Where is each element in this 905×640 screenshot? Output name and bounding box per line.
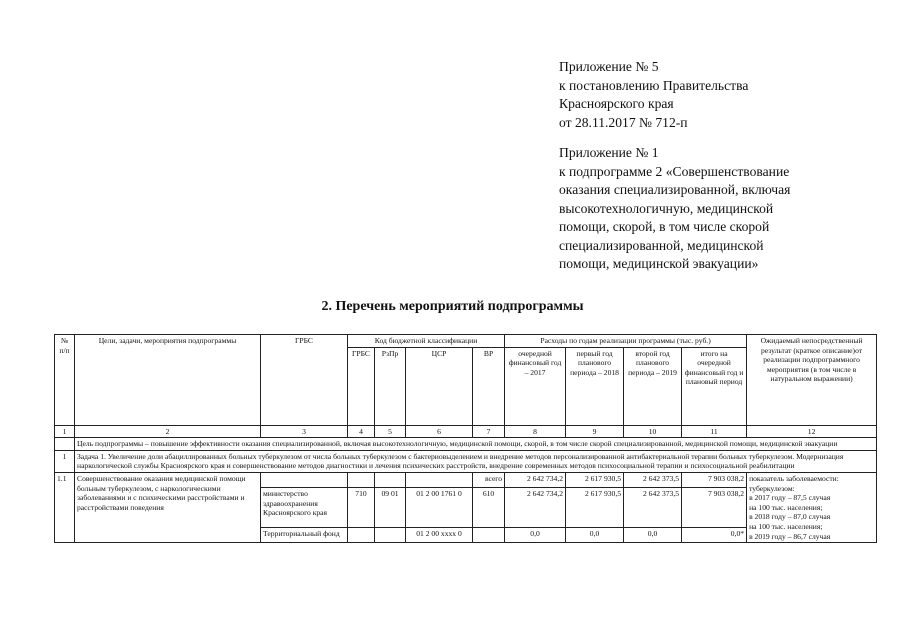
result-line: туберкулезом: bbox=[749, 483, 795, 493]
column-number: 3 bbox=[261, 425, 348, 438]
header-year-2019: второй год планового периода – 2019 bbox=[624, 347, 682, 425]
annex-1-line: Приложение № 1 bbox=[559, 145, 659, 160]
total-sum: 7 903 038,2 bbox=[682, 472, 747, 487]
header-goals: Цели, задачи, мероприятия подпрограммы bbox=[75, 335, 261, 426]
fund-grbs-code bbox=[348, 528, 375, 543]
annex-1-line: высокотехнологичную, медицинской bbox=[559, 200, 774, 216]
ministry-csr: 01 2 00 1761 0 bbox=[406, 488, 473, 528]
table-header-row bbox=[55, 335, 877, 348]
fund-rzpr bbox=[375, 528, 406, 543]
page-title: 2. Перечень мероприятий подпрограммы bbox=[321, 299, 584, 314]
header-rzpr: РзПр bbox=[375, 347, 406, 425]
result-line: в 2019 году – 86,7 случая bbox=[749, 531, 831, 541]
goal-text: Цель подпрограммы – повышение эффективности оказания специализированной, включая высокотехнологичную, медицинской помощи, скорой, в том числе скорой специализированной, медицинской помощи, медицинской эвакуации bbox=[75, 438, 877, 451]
header-vr: ВР bbox=[473, 347, 505, 425]
header-result: Ожидаемый непосредственный результат (краткое описание)от реализации подпрограммного мероприятия (в том числе в натуральном выражении) bbox=[747, 335, 877, 426]
empty-cell bbox=[406, 472, 473, 487]
total-2018: 2 617 930,5 bbox=[566, 472, 624, 487]
fund-name: Территориальный фонд bbox=[261, 528, 348, 543]
ministry-2019: 2 642 373,5 bbox=[624, 488, 682, 528]
header-year-2018: первый год планового периода – 2018 bbox=[566, 347, 624, 425]
empty-cell bbox=[261, 472, 348, 487]
fund-vr bbox=[473, 528, 505, 543]
column-number: 7 bbox=[473, 425, 505, 438]
task-text: Задача 1. Увеличение доли абациллированных больных туберкулезом от числа больных туберкулезом с бактериовыделением и внедрение методов персонализированной антибактериальной терапии больных туберкулезом. Модернизация наркологической службы Красноярского края и совершенствование методов диагностики и лечения психических расстройств, внедрение современных методов психосоциальной терапии и психосоциальной реабилитации bbox=[75, 450, 877, 472]
annex-1-block bbox=[559, 144, 790, 274]
header-grbs-code: ГРБС bbox=[348, 347, 375, 425]
header-total: итого на очередной финансовый год и плановый период bbox=[682, 347, 747, 425]
fund-2019: 0,0 bbox=[624, 528, 682, 543]
task-num: 1 bbox=[55, 450, 75, 472]
ministry-vr: 610 bbox=[473, 488, 505, 528]
column-number: 10 bbox=[624, 425, 682, 438]
total-2017: 2 642 734,2 bbox=[505, 472, 566, 487]
result-line: на 100 тыс. населения; bbox=[749, 521, 823, 531]
result-line: показатель заболеваемости: bbox=[749, 473, 839, 483]
result-line: на 100 тыс. населения; bbox=[749, 502, 823, 512]
measure-text: Совершенствование оказания медицинской помощи больным туберкулезом, с наркологическими заболеваниями и с психическими расстройствами и расстройствами поведения bbox=[75, 472, 261, 542]
result-line: в 2018 году – 87,0 случая bbox=[749, 512, 831, 522]
column-number: 1 bbox=[55, 425, 75, 438]
fund-total: 0,0* bbox=[682, 528, 747, 543]
fund-csr: 01 2 00 xxxx 0 bbox=[406, 528, 473, 543]
annex-1-line: специализированной, медицинской bbox=[559, 237, 764, 253]
column-number: 11 bbox=[682, 425, 747, 438]
header-num: № п/п bbox=[55, 335, 75, 426]
annex-5-line: Красноярского края bbox=[559, 96, 674, 111]
header-grbs: ГРБС bbox=[261, 335, 348, 426]
annex-1-line: помощи, скорой, в том числе скорой bbox=[559, 219, 770, 234]
annex-1-line: оказания специализированной, включая bbox=[559, 182, 791, 197]
annex-5-line: к постановлению Правительства bbox=[559, 77, 749, 93]
measure-total-row bbox=[55, 472, 877, 487]
column-number: 4 bbox=[348, 425, 375, 438]
header-budget-code: Код бюджетной классификации bbox=[348, 335, 505, 348]
goal-row bbox=[55, 438, 877, 451]
fund-2017: 0,0 bbox=[505, 528, 566, 543]
column-number: 2 bbox=[75, 425, 261, 438]
annex-5-line: от 28.11.2017 № 712-п bbox=[559, 114, 688, 130]
ministry-2018: 2 617 930,5 bbox=[566, 488, 624, 528]
measure-result bbox=[747, 472, 877, 542]
ministry-total: 7 903 038,2 bbox=[682, 488, 747, 528]
column-number-row bbox=[55, 425, 877, 438]
column-number: 8 bbox=[505, 425, 566, 438]
annex-1-line: к подпрограмме 2 «Совершенствование bbox=[559, 163, 790, 179]
goal-num-cell bbox=[55, 438, 75, 451]
column-number: 9 bbox=[566, 425, 624, 438]
header-expenses: Расходы по годам реализации программы (тыс. руб.) bbox=[505, 335, 747, 348]
column-number: 6 bbox=[406, 425, 473, 438]
header-year-2017: очередной финансовый год – 2017 bbox=[505, 347, 566, 425]
annex-5-block bbox=[559, 58, 748, 132]
annex-5-line: Приложение № 5 bbox=[559, 59, 659, 74]
measures-table bbox=[54, 334, 877, 543]
total-label: всего bbox=[473, 472, 505, 487]
annex-1-line: помощи, медицинской эвакуации» bbox=[559, 256, 759, 271]
ministry-rzpr: 09 01 bbox=[375, 488, 406, 528]
header-csr: ЦСР bbox=[406, 347, 473, 425]
task-row bbox=[55, 450, 877, 472]
empty-cell bbox=[348, 472, 375, 487]
measure-num: 1.1 bbox=[55, 472, 75, 542]
fund-2018: 0,0 bbox=[566, 528, 624, 543]
empty-cell bbox=[375, 472, 406, 487]
column-number: 12 bbox=[747, 425, 877, 438]
result-line: в 2017 году – 87,5 случая bbox=[749, 493, 831, 503]
total-2019: 2 642 373,5 bbox=[624, 472, 682, 487]
column-number: 5 bbox=[375, 425, 406, 438]
ministry-name: министерство здравоохранения Красноярского края bbox=[261, 488, 348, 528]
ministry-grbs-code: 710 bbox=[348, 488, 375, 528]
ministry-2017: 2 642 734,2 bbox=[505, 488, 566, 528]
